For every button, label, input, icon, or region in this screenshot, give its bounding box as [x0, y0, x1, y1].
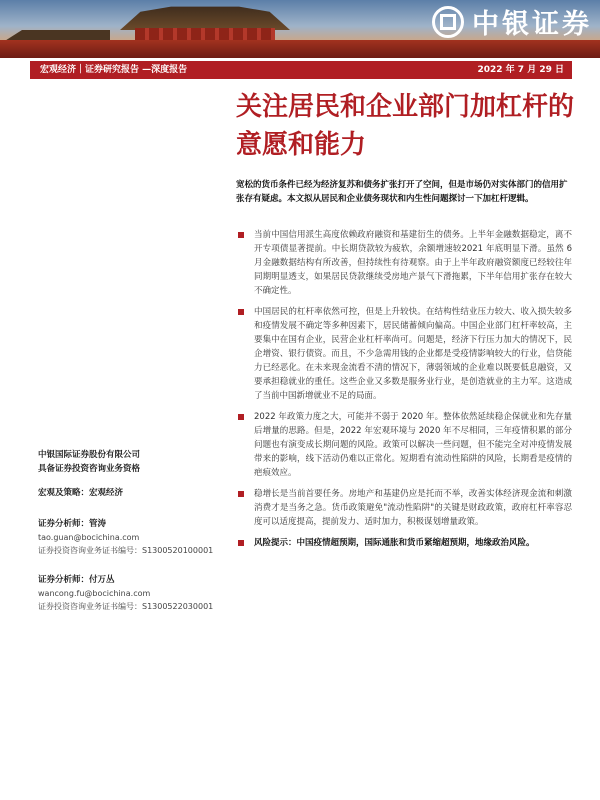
palace-roof-graphic: [120, 4, 290, 30]
key-point: 2022 年政策力度之大，可能并不弱于 2020 年。整体依然延续稳企保就业和先存量后增量的思路。但是，2022 年宏观环境与 2020 年不尽相同，三年疫情积累的部分问题也有演变成长期问题的风险。政策可以解决一些问题，但不能完全对冲疫情发展带来的影响，线下活动仍难以正常化。短期看有流动性陷阱的风险，长期看是疫情的疤痕效应。: [236, 410, 572, 480]
report-summary: 宽松的货币条件已经为经济复苏和债务扩张打开了空间，但是市场仍对实体部门的信用扩张存有疑虑。本文拟从居民和企业债务现状和内生性问题探讨一下加杠杆逻辑。: [236, 180, 568, 204]
report-title: 关注居民和企业部门加杠杆的意愿和能力: [236, 92, 575, 160]
bullet-square-icon: [238, 309, 244, 315]
institution-qualification: 具备证券投资咨询业务资格: [38, 464, 141, 474]
brand-name: 中银证券: [472, 9, 592, 40]
bullet-square-icon: [238, 491, 244, 497]
analyst-email: tao.guan@bocichina.com: [38, 533, 140, 542]
key-point: 稳增长是当前首要任务。房地产和基建仍应是托而不举，改善实体经济现金流和刺激消费才是当务之急。货币政策避免"流动性陷阱"的关键是财政政策，政府杠杆率容忍度可以适度提高，提前发力、适时加力，积极谋划增量政策。: [236, 487, 572, 529]
bullet-square-icon: [238, 232, 244, 238]
analyst-cert: 证券投资咨询业务证书编号：S1300522030001: [38, 602, 214, 611]
analyst-cert: 证券投资咨询业务证书编号：S1300520100001: [38, 546, 214, 555]
analyst-block: [38, 574, 218, 613]
analyst-name: 证券分析师：管涛: [38, 519, 107, 529]
key-points-list: [236, 228, 572, 557]
institution-name: 中银国际证券股份有限公司: [38, 450, 141, 460]
palace-wall-graphic: [0, 40, 600, 58]
key-point: 中国居民的杠杆率依然可控，但是上升较快。在结构性结业压力较大、收入损失较多和疫情发展不确定等多种因素下，居民储蓄倾向偏高。中国企业部门杠杆率较高，主要集中在国有企业，民营企业杠杆率尚可。问题是，经济下行压力加大的情况下，民企增资、银行债资。而且，不少急需用钱的企业都是受疫情影响较大的行业，信贷能力已经恶化。在未来现金流看不清的情况下，薄弱领域的企业难以既要低息融资，又要承担稳就业的重任。这些企业又多数是服务业行业，是创造就业的主力军。这造成了当前中国新增就业不足的局面。: [236, 305, 572, 403]
institution-info: [38, 448, 218, 476]
report-date: 2022 年 7 月 29 日: [477, 65, 564, 75]
bank-logo-icon: [432, 6, 464, 38]
risk-warning: 风险提示：中国疫情超预期，国际通胀和货币紧缩超预期，地缘政治风险。: [236, 536, 572, 550]
header-banner: [0, 0, 600, 58]
analyst-block: [38, 518, 218, 557]
strategy-label: 宏观及策略：宏观经济: [38, 488, 124, 498]
analyst-name: 证券分析师：付万丛: [38, 575, 115, 585]
report-header-bar: [30, 61, 572, 79]
bullet-square-icon: [238, 540, 244, 546]
brand-logo: [432, 2, 592, 41]
analyst-email: wancong.fu@bocichina.com: [38, 589, 151, 598]
bullet-square-icon: [238, 414, 244, 420]
key-point: 当前中国信用派生高度依赖政府融资和基建衍生的债务。上半年金融数据稳定，离不开专项债显著提前。中长期贷款较为疲软，余额增速较2021 年底明显下滑。虽然 6 月金融数据结构有所改善，但持续性有待观察。由于上半年政府融资额度已经较往年同期明显透支，如果居民贷款继续受房地产景气下滑拖累，下半年信用扩张存在较大不确定性。: [236, 228, 572, 298]
report-category: 宏观经济｜证券研究报告 —深度报告: [40, 65, 188, 75]
